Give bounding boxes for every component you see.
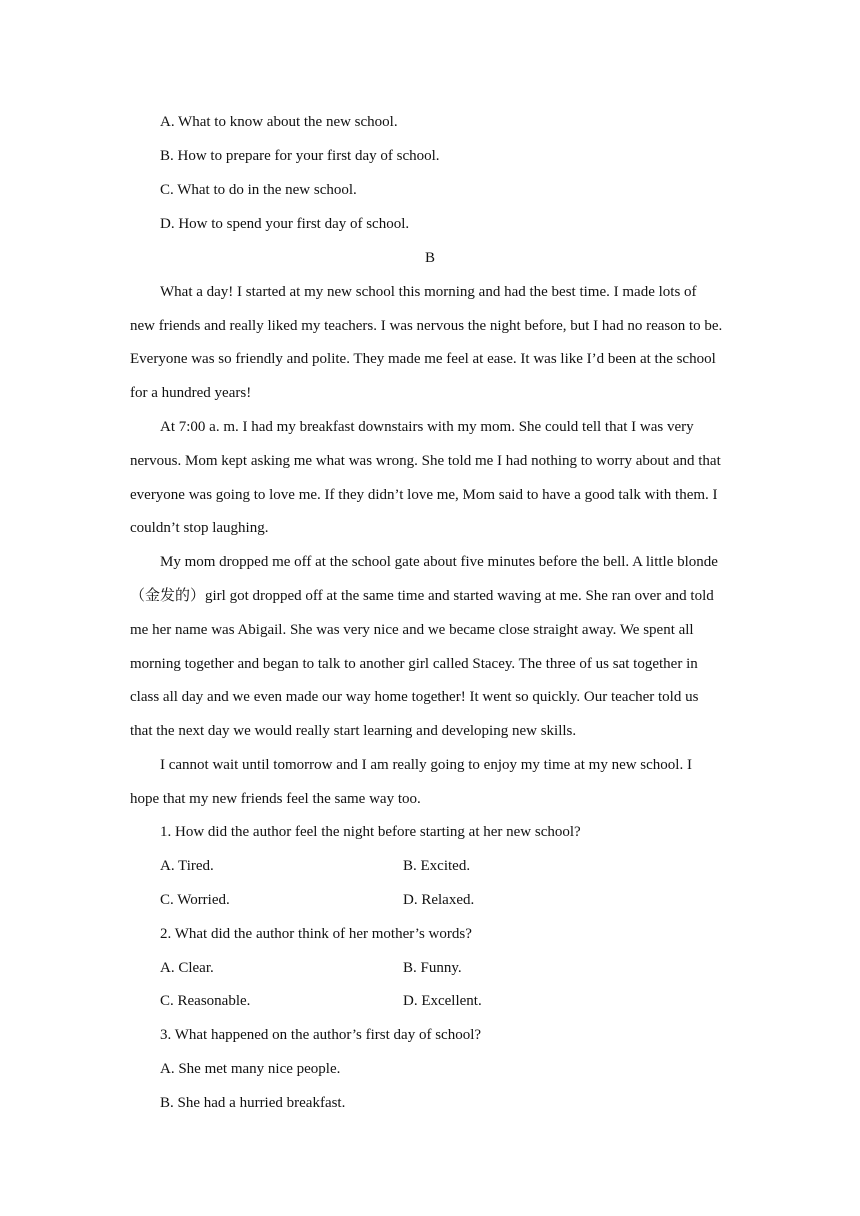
passage-line: everyone was going to love me. If they didn’t love me, Mom said to have a good talk with them. I <box>130 487 718 503</box>
prev-option-b: B. How to prepare for your first day of school. <box>160 148 440 164</box>
passage-line: hope that my new friends feel the same way too. <box>130 791 421 807</box>
option-a: A. Tired. <box>160 858 214 874</box>
passage-line: me her name was Abigail. She was very nice and we became close straight away. We spent all <box>130 622 694 638</box>
passage-line: that the next day we would really start learning and developing new skills. <box>130 723 577 739</box>
passage-line: for a hundred years! <box>130 385 252 401</box>
option-d: D. Excellent. <box>403 993 482 1009</box>
option-d: D. Relaxed. <box>403 892 475 908</box>
question-stem: 1. How did the author feel the night before starting at her new school? <box>160 824 581 840</box>
passage-line: （金发的）girl got dropped off at the same time and started waving at me. She ran over and told <box>130 588 714 604</box>
passage-line: couldn’t stop laughing. <box>130 520 269 536</box>
option-a: A. Clear. <box>160 960 214 976</box>
prev-option-c: C. What to do in the new school. <box>160 182 357 198</box>
prev-option-a: A. What to know about the new school. <box>160 114 398 130</box>
option-c: C. Worried. <box>160 892 230 908</box>
passage-line: Everyone was so friendly and polite. They made me feel at ease. It was like I’d been at the school <box>130 351 716 367</box>
section-label: B <box>424 250 435 266</box>
question-stem: 2. What did the author think of her mother’s words? <box>160 926 472 942</box>
passage-line: new friends and really liked my teachers. I was nervous the night before, but I had no reason to be. <box>130 318 723 334</box>
passage-line: At 7:00 a. m. I had my breakfast downstairs with my mom. She could tell that I was very <box>160 419 694 435</box>
passage-line: I cannot wait until tomorrow and I am really going to enjoy my time at my new school. I <box>160 757 692 773</box>
passage-line: morning together and began to talk to another girl called Stacey. The three of us sat together in <box>130 656 698 672</box>
question-stem: 3. What happened on the author’s first day of school? <box>160 1027 482 1043</box>
option-b: B. She had a hurried breakfast. <box>160 1095 346 1111</box>
option-c: C. Reasonable. <box>160 993 251 1009</box>
passage-line: What a day! I started at my new school this morning and had the best time. I made lots of <box>160 284 697 300</box>
option-b: B. Excited. <box>403 858 471 874</box>
prev-option-d: D. How to spend your first day of school. <box>160 216 410 232</box>
option-a: A. She met many nice people. <box>160 1061 341 1077</box>
passage-line: nervous. Mom kept asking me what was wrong. She told me I had nothing to worry about and that <box>130 453 721 469</box>
passage-line: My mom dropped me off at the school gate about five minutes before the bell. A little blonde <box>160 554 718 570</box>
option-b: B. Funny. <box>403 960 462 976</box>
passage-line: class all day and we even made our way home together! It went so quickly. Our teacher told us <box>130 689 699 705</box>
